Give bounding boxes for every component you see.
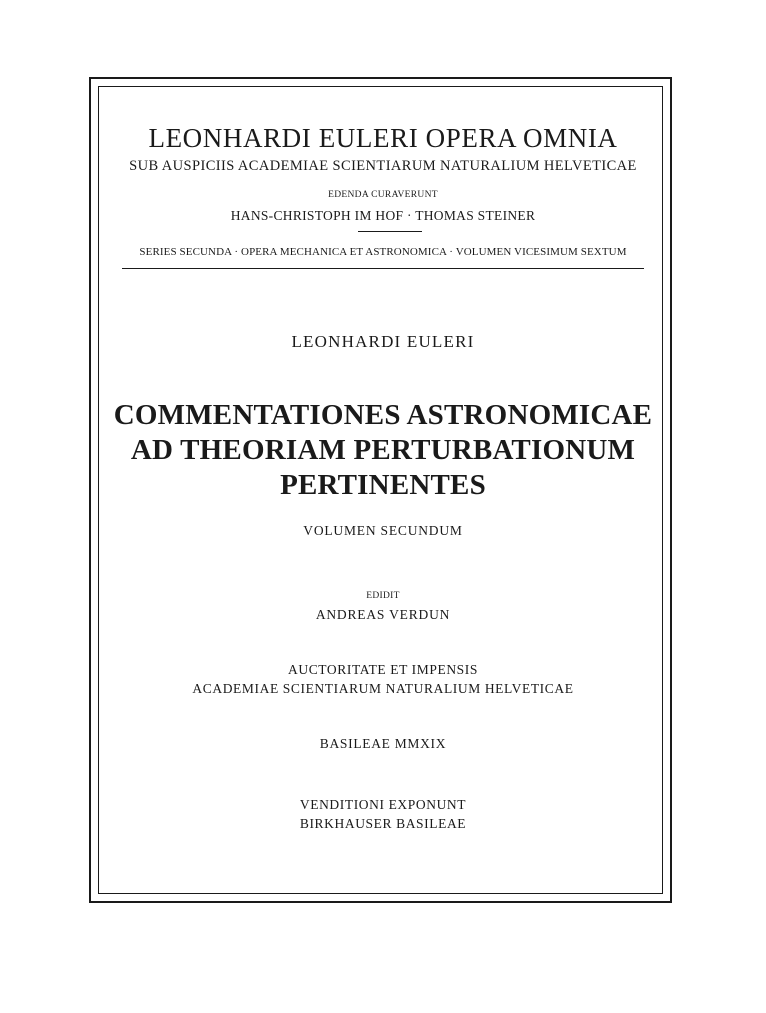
long-divider-rule	[122, 268, 644, 269]
book-title-line-1: COMMENTATIONES ASTRONOMICAE	[113, 399, 653, 431]
book-title	[0, 398, 766, 503]
short-divider-rule	[358, 231, 422, 232]
book-title-line-2: AD THEORIAM PERTURBATIONUM	[130, 434, 636, 466]
volume-editor: ANDREAS VERDUN	[315, 607, 451, 622]
edidit-label: EDIDIT	[366, 591, 400, 601]
series-editors: HANS-CHRISTOPH IM HOF · THOMAS STEINER	[230, 208, 536, 223]
venditioni-line: VENDITIONI EXPONUNT	[299, 797, 467, 812]
publisher-line: BIRKHAUSER BASILEAE	[299, 816, 467, 831]
author-name: LEONHARDI EULERI	[291, 332, 475, 351]
edenda-curaverunt-label: EDENDA CURAVERUNT	[328, 190, 438, 200]
place-and-year: BASILEAE MMXIX	[319, 736, 447, 751]
volume-label: VOLUMEN SECUNDUM	[303, 523, 463, 538]
series-volume-line: SERIES SECUNDA · OPERA MECHANICA ET ASTRONOMICA · VOLUMEN VICESIMUM SEXTUM	[139, 246, 627, 258]
academia-line: ACADEMIAE SCIENTIARUM NATURALIUM HELVETICAE	[192, 681, 574, 696]
book-title-line-3: PERTINENTES	[280, 469, 486, 501]
series-subtitle: SUB AUSPICIIS ACADEMIAE SCIENTIARUM NATURALIUM HELVETICAE	[129, 158, 637, 174]
auctoritate-line: AUCTORITATE ET IMPENSIS	[288, 662, 478, 677]
series-title: LEONHARDI EULERI OPERA OMNIA	[148, 123, 618, 153]
